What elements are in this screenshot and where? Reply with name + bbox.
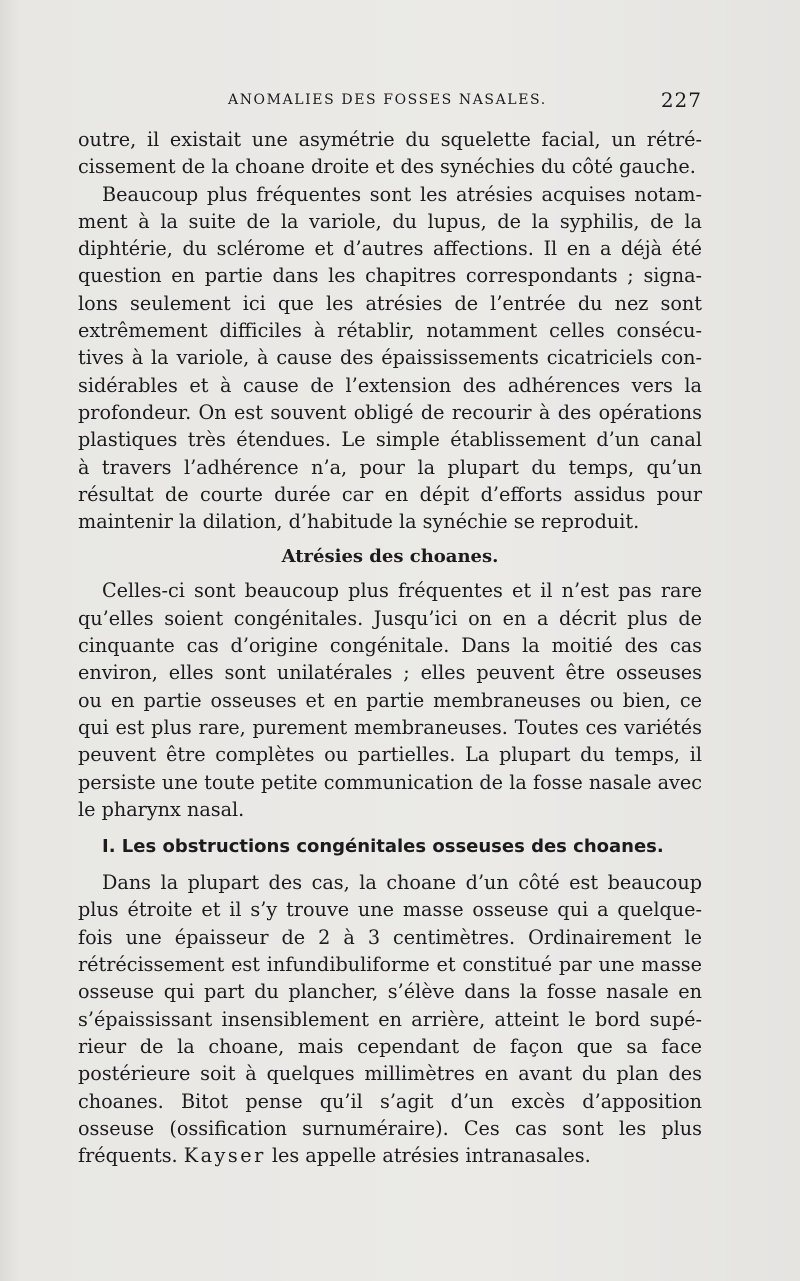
text-line: osseuse (ossification surnuméraire). Ces cas sont les plus (78, 1116, 702, 1140)
section-title: Atrésies des choanes. (281, 546, 499, 568)
text-line: fois une épaisseur de 2 à 3 centimètres. Ordinairement le (78, 925, 702, 949)
text-line: lons seulement ici que les atrésies de l’entrée du nez sont (78, 291, 702, 315)
text-line: persiste une toute petite communication de la fosse nasale avec (78, 770, 702, 794)
paragraph-2 (78, 181, 702, 536)
text-line: à travers l’adhérence n’a, pour la plupart du temps, qu’un (78, 455, 702, 479)
text-fragment: les appelle atrésies intranasales. (265, 1144, 591, 1168)
text-line: le pharynx nasal. (78, 797, 245, 821)
text-line: s’épaississant insensiblement en arrière, atteint le bord supé- (78, 1007, 702, 1031)
author-name: Kayser (183, 1144, 266, 1168)
text-line: tives à la variole, à cause des épaississements cicatriciels con- (78, 346, 702, 370)
text-line: Celles-ci sont beaucoup plus fréquentes et il n’est pas rare (102, 579, 702, 603)
text-line: profondeur. On est souvent obligé de recourir à des opérations (78, 400, 702, 424)
text-line: Beaucoup plus fréquentes sont les atrésies acquises notam- (102, 182, 702, 206)
text-line: cissement de la choane droite et des synéchies du côté gauche. (78, 155, 696, 179)
text-line: maintenir la dilation, d’habitude la synéchie se reproduit. (78, 510, 640, 534)
text-line: extrêmement difficiles à rétablir, notamment celles consécu- (78, 319, 702, 343)
text-line: diphtérie, du sclérome et d’autres affections. Il en a déjà été (78, 237, 702, 261)
page-header (78, 88, 702, 118)
text-line: question en partie dans les chapitres correspondants ; signa- (78, 264, 702, 288)
text-line: osseuse qui part du plancher, s’élève dans la fosse nasale en (78, 980, 702, 1004)
page-body (78, 126, 702, 1169)
text-line-last (78, 1142, 702, 1169)
subsection-title: I. Les obstructions congénitales osseuses des choanes. (102, 836, 664, 858)
text-line: sidérables et à cause de l’extension des adhérences vers la (78, 373, 702, 397)
text-line: qu’elles soient congénitales. Jusqu’ici on en a décrit plus de (78, 606, 702, 630)
text-line: outre, il existait une asymétrie du squelette facial, un rétré- (78, 128, 702, 151)
running-title: ANOMALIES DES FOSSES NASALES. (228, 92, 547, 108)
paragraph-1 (78, 126, 702, 181)
text-line: résultat de courte durée car en dépit d’efforts assidus pour (78, 482, 702, 506)
text-line: cinquante cas d’origine congénitale. Dans la moitié des cas (78, 634, 702, 658)
text-line: ment à la suite de la variole, du lupus, de la syphilis, de la (78, 209, 702, 233)
text-line: choanes. Bitot pense qu’il s’agit d’un excès d’apposition (78, 1089, 702, 1113)
text-line: rieur de la choane, mais cependant de façon que sa face (78, 1034, 702, 1058)
text-line: peuvent être complètes ou partielles. La plupart du temps, il (78, 743, 702, 767)
text-line: qui est plus rare, purement membraneuses. Toutes ces variétés (78, 715, 702, 739)
text-line: plus étroite et il s’y trouve une masse osseuse qui a quelque- (78, 898, 702, 922)
paragraph-3 (78, 577, 702, 823)
text-line: postérieure soit à quelques millimètres en avant du plan des (78, 1062, 702, 1086)
text-line: plastiques très étendues. Le simple établissement d’un canal (78, 428, 702, 452)
text-line: environ, elles sont unilatérales ; elles peuvent être osseuses (78, 661, 702, 685)
text-fragment: fréquents. (78, 1144, 184, 1168)
page-number: 227 (660, 88, 702, 112)
paragraph-4 (78, 869, 702, 1169)
text-line: rétrécissement est infundibuliforme et constitué par une masse (78, 953, 702, 977)
text-line: ou en partie osseuses et en partie membraneuses ou bien, ce (78, 688, 702, 712)
text-line: Dans la plupart des cas, la choane d’un côté est beaucoup (102, 871, 702, 895)
